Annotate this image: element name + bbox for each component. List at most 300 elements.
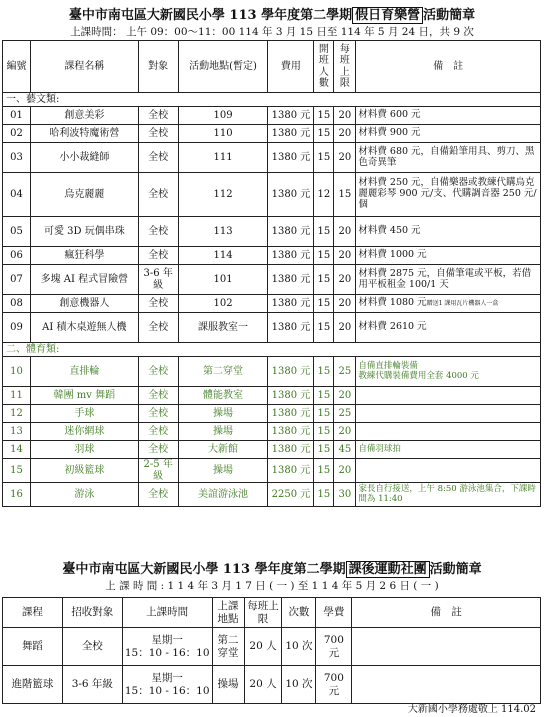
cell-max-text: 20 bbox=[338, 225, 352, 237]
cell-min-text: 15 bbox=[317, 488, 331, 500]
cell-name bbox=[30, 173, 138, 217]
cell-min-text: 15 bbox=[317, 297, 331, 309]
cell-fee-text: 1380 元 bbox=[271, 188, 311, 200]
club-header-name: 課程 bbox=[3, 598, 63, 628]
cell-note bbox=[356, 313, 541, 343]
cell-min bbox=[314, 217, 334, 247]
cell-max-text: 20 bbox=[338, 249, 352, 261]
cell-note bbox=[356, 483, 541, 507]
club-header-place: 上課地點 bbox=[212, 598, 244, 628]
cell-name-text: 小小裁縫師 bbox=[59, 151, 110, 163]
club-cell-count bbox=[282, 628, 316, 666]
cell-no-text: 09 bbox=[10, 321, 23, 333]
club-time1: 星期一 bbox=[151, 672, 183, 685]
cell-note-small: 贈送1 課用瓦片機器人一盒 bbox=[426, 300, 499, 308]
club-table bbox=[2, 597, 541, 704]
cell-max-text: 20 bbox=[338, 127, 352, 139]
cell-place-text: 大新館 bbox=[208, 443, 239, 455]
title-2-suffix: 活動簡章 bbox=[429, 562, 482, 577]
cell-min bbox=[314, 357, 334, 387]
cell-fee bbox=[268, 423, 314, 441]
cell-no-text: 06 bbox=[10, 249, 23, 261]
cell-min bbox=[314, 125, 334, 143]
table-row bbox=[3, 423, 541, 441]
cell-fee-text: 1380 元 bbox=[271, 443, 311, 455]
title-1-suffix: 活動簡章 bbox=[423, 8, 476, 23]
cell-fee-text: 1380 元 bbox=[271, 389, 311, 401]
cell-note-text: 材料費 900 元 bbox=[358, 127, 421, 139]
club-cell-fee-text: 700 元 bbox=[323, 634, 344, 659]
cell-min-text: 15 bbox=[317, 443, 331, 455]
cell-fee-text: 1380 元 bbox=[271, 225, 311, 237]
club-header-fee: 學費 bbox=[316, 598, 352, 628]
cell-target-text: 全校 bbox=[148, 249, 169, 261]
cell-fee-text: 1380 元 bbox=[271, 365, 311, 377]
club-cell-max-text: 20 人 bbox=[249, 678, 277, 691]
cell-target-text: 3-6 年級 bbox=[143, 268, 173, 291]
cell-no-text: 04 bbox=[10, 188, 23, 200]
cell-max bbox=[334, 483, 356, 507]
club-cell-fee-text: 700 元 bbox=[323, 672, 344, 697]
cell-note bbox=[356, 295, 541, 313]
cell-place-text: 113 bbox=[213, 225, 233, 237]
cell-target-text: 全校 bbox=[148, 188, 169, 200]
cell-no-text: 11 bbox=[10, 389, 23, 401]
cell-no-text: 15 bbox=[10, 464, 23, 476]
cell-place bbox=[178, 173, 268, 217]
cell-name bbox=[30, 441, 138, 459]
cell-target bbox=[138, 265, 178, 295]
cell-target-text: 全校 bbox=[148, 109, 169, 121]
cell-fee-text: 1380 元 bbox=[271, 297, 311, 309]
cell-no bbox=[3, 459, 31, 483]
table-row bbox=[3, 107, 541, 125]
cell-min-text: 15 bbox=[317, 425, 331, 437]
cell-max-text: 25 bbox=[338, 365, 352, 377]
cell-name-text: 初級籃球 bbox=[64, 464, 105, 476]
cell-place-text: 美誼游泳池 bbox=[198, 488, 249, 500]
cell-name-text: 可愛 3D 玩偶串珠 bbox=[43, 225, 125, 237]
cell-fee-text: 1380 元 bbox=[271, 151, 311, 163]
cell-no-text: 01 bbox=[10, 109, 23, 121]
table-row bbox=[3, 295, 541, 313]
club-cell-target-text: 全校 bbox=[81, 640, 103, 653]
cell-min-text: 15 bbox=[317, 225, 331, 237]
cell-min bbox=[314, 265, 334, 295]
footer: 大新國小學務處敬上 114.02 bbox=[407, 704, 536, 715]
cell-place-text: 110 bbox=[213, 127, 233, 139]
cell-place bbox=[178, 423, 268, 441]
cell-max bbox=[334, 217, 356, 247]
cell-min bbox=[314, 387, 334, 405]
club-cell-place bbox=[212, 628, 244, 666]
cell-fee-text: 1380 元 bbox=[271, 321, 311, 333]
cell-name-text: 哈利波特魔術營 bbox=[49, 127, 120, 139]
cell-fee bbox=[268, 295, 314, 313]
club-cell-place-text: 操場 bbox=[217, 678, 239, 691]
cell-place bbox=[178, 459, 268, 483]
cell-name bbox=[30, 313, 138, 343]
cell-target bbox=[138, 357, 178, 387]
club-cell-name bbox=[3, 628, 63, 666]
header-max: 每班上限 bbox=[334, 41, 356, 93]
cell-place-text: 體能教室 bbox=[203, 389, 244, 401]
cell-target-text: 全校 bbox=[148, 425, 169, 437]
cell-fee-text: 1380 元 bbox=[271, 127, 311, 139]
cell-no bbox=[3, 313, 31, 343]
header-note: 備 註 bbox=[356, 41, 541, 93]
cell-no-text: 02 bbox=[10, 127, 23, 139]
cell-min bbox=[314, 483, 334, 507]
cell-target-text: 全校 bbox=[148, 365, 169, 377]
cell-fee bbox=[268, 459, 314, 483]
cell-fee-text: 1380 元 bbox=[271, 464, 311, 476]
cell-min bbox=[314, 441, 334, 459]
club-time1: 星期一 bbox=[151, 634, 183, 647]
cell-note bbox=[356, 173, 541, 217]
cell-no bbox=[3, 173, 31, 217]
cell-target bbox=[138, 459, 178, 483]
cell-no bbox=[3, 125, 31, 143]
cell-fee-text: 1380 元 bbox=[271, 425, 311, 437]
cell-name bbox=[30, 217, 138, 247]
cell-target bbox=[138, 423, 178, 441]
cell-place bbox=[178, 107, 268, 125]
cell-name-text: 手球 bbox=[74, 407, 95, 419]
cell-place-text: 課服教室一 bbox=[198, 321, 249, 333]
cell-place bbox=[178, 125, 268, 143]
club-header-max: 每班上限 bbox=[244, 598, 282, 628]
cell-place-text: 操場 bbox=[213, 425, 234, 437]
club-header-count: 次數 bbox=[282, 598, 316, 628]
cell-note bbox=[356, 459, 541, 483]
cell-target bbox=[138, 295, 178, 313]
cell-place bbox=[178, 441, 268, 459]
club-cell-fee bbox=[316, 628, 352, 666]
cell-target bbox=[138, 107, 178, 125]
cell-max-text: 25 bbox=[338, 407, 352, 419]
cell-min bbox=[314, 107, 334, 125]
cell-target bbox=[138, 125, 178, 143]
cell-max-text: 20 bbox=[338, 425, 352, 437]
cell-fee bbox=[268, 483, 314, 507]
cell-no bbox=[3, 295, 31, 313]
cell-place bbox=[178, 217, 268, 247]
section-label: 二、體育類: bbox=[3, 343, 541, 357]
cell-note-text: 材料費 680 元，自備鉛筆用具、剪刀、黑色奇異筆 bbox=[358, 145, 535, 168]
club-cell-target bbox=[62, 628, 122, 666]
club-cell-target bbox=[62, 666, 122, 704]
club-cell-count-text: 10 次 bbox=[285, 678, 313, 691]
cell-note-text: 材料費 450 元 bbox=[358, 225, 421, 237]
cell-max bbox=[334, 247, 356, 265]
cell-target bbox=[138, 483, 178, 507]
cell-name bbox=[30, 357, 138, 387]
cell-note bbox=[356, 247, 541, 265]
club-header-note: 備 註 bbox=[352, 598, 541, 628]
cell-target bbox=[138, 441, 178, 459]
cell-max bbox=[334, 125, 356, 143]
table-row bbox=[3, 125, 541, 143]
club-cell-name-text: 舞蹈 bbox=[21, 640, 43, 653]
cell-no bbox=[3, 405, 31, 423]
cell-max bbox=[334, 107, 356, 125]
club-time2: 15：10 - 16：10 bbox=[124, 646, 210, 659]
club-header-target: 招收對象 bbox=[62, 598, 122, 628]
cell-min-text: 15 bbox=[317, 407, 331, 419]
club-cell-name-text: 進階籃球 bbox=[11, 678, 54, 691]
cell-place bbox=[178, 265, 268, 295]
cell-target-text: 全校 bbox=[148, 407, 169, 419]
title-1 bbox=[0, 4, 544, 23]
cell-fee-text: 1380 元 bbox=[271, 407, 311, 419]
cell-no-text: 10 bbox=[10, 365, 23, 377]
cell-max-text: 20 bbox=[338, 389, 352, 401]
header-fee: 費用 bbox=[268, 41, 314, 93]
cell-name bbox=[30, 125, 138, 143]
cell-min bbox=[314, 313, 334, 343]
cell-max bbox=[334, 357, 356, 387]
cell-no-text: 14 bbox=[10, 443, 23, 455]
cell-place bbox=[178, 143, 268, 173]
schedule-1: 上課時間： 上午 09：00～11：00 114 年 3 月 15 日至 114 年 5 月 24 日，共 9 次 bbox=[70, 26, 474, 38]
cell-min-text: 15 bbox=[317, 127, 331, 139]
cell-max bbox=[334, 387, 356, 405]
cell-min-text: 15 bbox=[317, 365, 331, 377]
cell-min-text: 15 bbox=[317, 273, 331, 285]
cell-note bbox=[356, 107, 541, 125]
cell-note bbox=[356, 143, 541, 173]
club-cell-time bbox=[122, 666, 212, 704]
club-cell-max bbox=[244, 666, 282, 704]
title-2-prefix: 臺中市南屯區大新國民小學 113 學年度第二學期 bbox=[62, 562, 346, 577]
club-cell-name bbox=[3, 666, 63, 704]
cell-name bbox=[30, 459, 138, 483]
title-1-prefix: 臺中市南屯區大新國民小學 113 學年度第二學期 bbox=[68, 8, 353, 23]
cell-note-text: 材料費 2875 元，自備筆電或平板，若借用平板租金 100/1 天 bbox=[358, 267, 532, 290]
cell-no bbox=[3, 441, 31, 459]
cell-place-text: 111 bbox=[213, 151, 233, 163]
table-row bbox=[3, 173, 541, 217]
title-2-boxed: 課後運動社團 bbox=[346, 561, 430, 578]
title-2 bbox=[0, 558, 544, 577]
cell-max-text: 20 bbox=[338, 297, 352, 309]
cell-min-text: 15 bbox=[317, 109, 331, 121]
cell-fee bbox=[268, 405, 314, 423]
cell-fee-text: 1380 元 bbox=[271, 249, 311, 261]
cell-max-text: 20 bbox=[338, 273, 352, 285]
cell-note-text: 家長自行接送，上午 8:50 游泳池集合，下課時間為 11:40 bbox=[358, 483, 536, 504]
cell-no-text: 12 bbox=[10, 407, 23, 419]
header-target: 對象 bbox=[138, 41, 178, 93]
cell-min-text: 15 bbox=[317, 464, 331, 476]
cell-note bbox=[356, 423, 541, 441]
cell-max-text: 15 bbox=[338, 188, 352, 200]
cell-no bbox=[3, 357, 31, 387]
cell-min-text: 15 bbox=[317, 321, 331, 333]
cell-note-text: 材料費 2610 元 bbox=[358, 321, 427, 333]
cell-no bbox=[3, 387, 31, 405]
cell-no bbox=[3, 423, 31, 441]
cell-name-text: 迷你網球 bbox=[64, 425, 105, 437]
cell-no-text: 07 bbox=[10, 273, 23, 285]
cell-no-text: 08 bbox=[10, 297, 23, 309]
club-cell-place bbox=[212, 666, 244, 704]
cell-no bbox=[3, 143, 31, 173]
cell-max bbox=[334, 265, 356, 295]
club-cell-max bbox=[244, 628, 282, 666]
cell-max bbox=[334, 313, 356, 343]
title-1-boxed: 假日育樂營 bbox=[352, 7, 423, 24]
cell-min bbox=[314, 405, 334, 423]
cell-fee bbox=[268, 247, 314, 265]
club-header-row bbox=[3, 598, 541, 628]
cell-max bbox=[334, 405, 356, 423]
cell-note bbox=[356, 265, 541, 295]
cell-name bbox=[30, 387, 138, 405]
club-cell-note bbox=[352, 666, 541, 704]
cell-no-text: 13 bbox=[10, 425, 23, 437]
cell-no-text: 16 bbox=[10, 488, 23, 500]
table-row bbox=[3, 143, 541, 173]
club-time2: 15：10 - 16：10 bbox=[124, 684, 210, 697]
cell-name-text: 游泳 bbox=[74, 488, 95, 500]
cell-target bbox=[138, 217, 178, 247]
cell-fee bbox=[268, 387, 314, 405]
cell-no-text: 05 bbox=[10, 225, 23, 237]
cell-place bbox=[178, 387, 268, 405]
cell-min bbox=[314, 459, 334, 483]
cell-place-text: 第二穿堂 bbox=[203, 365, 244, 377]
cell-fee bbox=[268, 217, 314, 247]
cell-name-text: 烏克麗麗 bbox=[64, 188, 105, 200]
cell-note bbox=[356, 405, 541, 423]
cell-no-text: 03 bbox=[10, 151, 23, 163]
cell-name-text: AI 積木桌遊無人機 bbox=[42, 321, 127, 333]
cell-target-text: 全校 bbox=[148, 127, 169, 139]
cell-max bbox=[334, 143, 356, 173]
cell-name bbox=[30, 483, 138, 507]
club-row bbox=[3, 666, 541, 704]
cell-place bbox=[178, 247, 268, 265]
table-row bbox=[3, 217, 541, 247]
cell-place-text: 109 bbox=[213, 109, 233, 121]
cell-place bbox=[178, 295, 268, 313]
club-cell-count-text: 10 次 bbox=[285, 640, 313, 653]
club-cell-fee bbox=[316, 666, 352, 704]
cell-note bbox=[356, 441, 541, 459]
cell-place bbox=[178, 357, 268, 387]
cell-name bbox=[30, 247, 138, 265]
cell-max bbox=[334, 295, 356, 313]
cell-target-text: 全校 bbox=[148, 225, 169, 237]
cell-target bbox=[138, 173, 178, 217]
cell-name-text: 韓團 mv 舞蹈 bbox=[53, 389, 116, 401]
cell-fee bbox=[268, 441, 314, 459]
cell-note-text: 自備羽球拍 bbox=[358, 443, 401, 454]
cell-fee-text: 1380 元 bbox=[271, 273, 311, 285]
cell-name-text: 創意美彩 bbox=[64, 109, 105, 121]
club-cell-time bbox=[122, 628, 212, 666]
cell-target bbox=[138, 405, 178, 423]
cell-name bbox=[30, 405, 138, 423]
cell-target bbox=[138, 247, 178, 265]
cell-place-text: 112 bbox=[213, 188, 233, 200]
cell-target-text: 全校 bbox=[148, 151, 169, 163]
cell-target-text: 全校 bbox=[148, 321, 169, 333]
cell-max-text: 45 bbox=[338, 443, 352, 455]
cell-name bbox=[30, 107, 138, 125]
cell-place-text: 114 bbox=[213, 249, 233, 261]
cell-note-text: 材料費 600 元 bbox=[358, 109, 421, 121]
activity-table bbox=[2, 40, 541, 507]
header-name: 課程名稱 bbox=[30, 41, 138, 93]
cell-no bbox=[3, 107, 31, 125]
club-cell-target-text: 3-6 年級 bbox=[71, 678, 113, 691]
cell-place-text: 操場 bbox=[213, 407, 234, 419]
section-label: 一、藝文類: bbox=[3, 93, 541, 107]
cell-fee bbox=[268, 357, 314, 387]
cell-max bbox=[334, 441, 356, 459]
cell-note-text: 材料費 1080 元 bbox=[358, 297, 427, 309]
cell-fee-text: 2250 元 bbox=[271, 488, 311, 500]
cell-note bbox=[356, 217, 541, 247]
club-row bbox=[3, 628, 541, 666]
cell-min-text: 15 bbox=[317, 151, 331, 163]
cell-name bbox=[30, 265, 138, 295]
club-cell-max-text: 20 人 bbox=[249, 640, 277, 653]
cell-note-text: 材料費 250 元，自備樂器或教練代購烏克麗麗彩琴 900 元/支、代購調音器 250 元/個 bbox=[358, 177, 537, 210]
cell-fee bbox=[268, 125, 314, 143]
cell-min-text: 12 bbox=[317, 188, 331, 200]
cell-fee bbox=[268, 313, 314, 343]
cell-min-text: 15 bbox=[317, 389, 331, 401]
cell-no bbox=[3, 247, 31, 265]
cell-note bbox=[356, 125, 541, 143]
cell-max-text: 20 bbox=[338, 151, 352, 163]
activity-header-row bbox=[3, 41, 541, 93]
cell-fee bbox=[268, 107, 314, 125]
cell-place-text: 101 bbox=[213, 273, 233, 285]
header-no: 編號 bbox=[3, 41, 31, 93]
schedule-2: 上 課 時 間 : 1 1 4 年 3 月 1 7 日 ( 一 ) 至 1 1 4 年 5 月 2 6 日 ( 一 ) bbox=[105, 580, 439, 592]
cell-min bbox=[314, 247, 334, 265]
cell-min bbox=[314, 423, 334, 441]
cell-target bbox=[138, 313, 178, 343]
cell-no bbox=[3, 217, 31, 247]
cell-max-text: 30 bbox=[338, 488, 352, 500]
cell-fee-text: 1380 元 bbox=[271, 109, 311, 121]
cell-name bbox=[30, 295, 138, 313]
table-row bbox=[3, 459, 541, 483]
cell-fee bbox=[268, 173, 314, 217]
club-cell-note bbox=[352, 628, 541, 666]
cell-note-text: 材料費 1000 元 bbox=[358, 249, 427, 261]
cell-fee bbox=[268, 265, 314, 295]
club-cell-place-text: 第二穿堂 bbox=[217, 634, 239, 659]
table-row bbox=[3, 247, 541, 265]
cell-no bbox=[3, 265, 31, 295]
cell-target bbox=[138, 387, 178, 405]
cell-place bbox=[178, 483, 268, 507]
cell-target-text: 全校 bbox=[148, 297, 169, 309]
cell-max bbox=[334, 423, 356, 441]
cell-name-text: 多塊 AI 程式冒險營 bbox=[40, 273, 129, 285]
cell-min-text: 15 bbox=[317, 249, 331, 261]
cell-max-text: 20 bbox=[338, 321, 352, 333]
table-row bbox=[3, 483, 541, 507]
cell-place bbox=[178, 405, 268, 423]
